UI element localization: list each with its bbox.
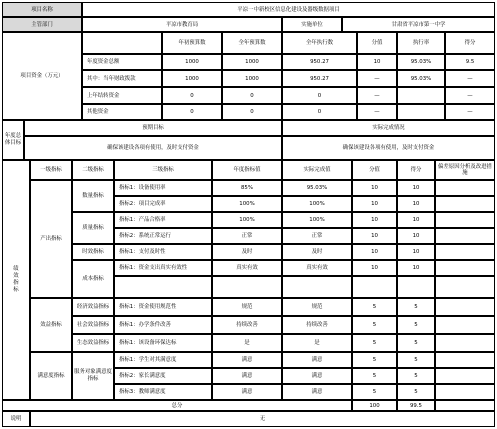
ind-score: 10 (352, 244, 397, 260)
ind-col-header: 实际完成值 (282, 160, 352, 180)
level2-quantity: 数量指标 (72, 180, 114, 212)
ind-score: 5 (352, 352, 397, 368)
ind-note (435, 316, 495, 334)
ind-name: 指标1：学生对其满意度 (114, 352, 212, 368)
ind-target: 是 (212, 334, 282, 352)
funds-value: 950.27 (282, 70, 357, 87)
ind-actual: 95.03% (282, 180, 352, 196)
ind-target: 正常 (212, 228, 282, 244)
ind-note (435, 334, 495, 352)
ind-target: 满意 (212, 368, 282, 384)
ind-col-header: 偏差原因分析及改进措施 (435, 160, 495, 180)
goals-expected-text: 确保该建设各项有使用，及时支付资金 (24, 136, 282, 160)
ind-target: 满意 (212, 352, 282, 368)
goals-expected-label: 预期目标 (24, 120, 282, 136)
funds-value: 0 (282, 104, 357, 120)
ind-score: 10 (352, 180, 397, 196)
ind-got: 5 (397, 316, 435, 334)
funds-col-header: 分值 (357, 32, 397, 54)
ind-col-header: 三级指标 (114, 160, 212, 180)
notes-text: 无 (30, 411, 495, 427)
ind-note (435, 244, 495, 260)
ind-blank (212, 276, 282, 298)
ind-got: 10 (397, 244, 435, 260)
funds-row-label: 其中：当年财政拨款 (82, 70, 162, 87)
funds-value: — (445, 70, 495, 87)
funds-value: 1000 (222, 70, 282, 87)
level2-economic: 经济效益指标 (72, 298, 114, 316)
level2-service-satisfaction: 服务对象满意度指标 (72, 352, 114, 400)
dept-label: 主管部门 (2, 17, 82, 32)
ind-blank (352, 276, 397, 298)
ind-got: 5 (397, 298, 435, 316)
ind-score: 10 (352, 212, 397, 228)
level1-satisfaction: 满意度指标 (30, 352, 72, 400)
level2-social: 社会效益指标 (72, 316, 114, 334)
ind-score: 5 (352, 316, 397, 334)
funds-col-header: 全年预算数 (222, 32, 282, 54)
level2-timeliness: 时效指标 (72, 244, 114, 260)
ind-col-header: 分值 (352, 160, 397, 180)
ind-actual: 及时 (282, 244, 352, 260)
ind-blank (397, 276, 435, 298)
ind-blank (435, 276, 495, 298)
ind-name: 指标1：资金使用规范性 (114, 298, 212, 316)
funds-value: 0 (162, 87, 222, 104)
funds-value: — (445, 87, 495, 104)
funds-value: 0 (222, 104, 282, 120)
funds-value: — (357, 104, 397, 120)
impl-name: 甘肃省平凉市第一中学 (342, 17, 495, 32)
ind-got: 5 (397, 352, 435, 368)
funds-col-header: 年初预算数 (162, 32, 222, 54)
funds-value: 10 (357, 54, 397, 70)
ind-score: 10 (352, 228, 397, 244)
funds-row-label: 年度资金总额 (82, 54, 162, 70)
funds-value: 950.27 (282, 54, 357, 70)
funds-value: 1000 (162, 54, 222, 70)
ind-col-header: 二级指标 (72, 160, 114, 180)
funds-value: 1000 (162, 70, 222, 87)
funds-value: — (357, 87, 397, 104)
ind-actual: 满意 (282, 384, 352, 400)
ind-actual: 正常 (282, 228, 352, 244)
ind-name: 指标2：项目完成率 (114, 196, 212, 212)
funds-value: 0 (222, 87, 282, 104)
funds-col-header: 得分 (445, 32, 495, 54)
ind-name: 指标1：产品合格率 (114, 212, 212, 228)
ind-blank (282, 276, 352, 298)
level2-quality: 质量指标 (72, 212, 114, 244)
funds-value: 0 (162, 104, 222, 120)
ind-blank (114, 276, 212, 298)
ind-got: 10 (397, 260, 435, 276)
ind-note (435, 298, 495, 316)
ind-target: 真实有效 (212, 260, 282, 276)
ind-target: 及时 (212, 244, 282, 260)
ind-target: 100% (212, 196, 282, 212)
funds-value (397, 104, 445, 120)
funds-value: 95.03% (397, 54, 445, 70)
level2-cost: 成本指标 (72, 260, 114, 298)
ind-got: 10 (397, 212, 435, 228)
total-got: 99.5 (397, 400, 435, 411)
ind-target: 85% (212, 180, 282, 196)
ind-name: 指标2：系统正常运行 (114, 228, 212, 244)
funds-value: 1000 (222, 54, 282, 70)
funds-section-label: 项目资金（万元） (2, 32, 82, 120)
ind-name: 指标2：家长满意度 (114, 368, 212, 384)
ind-score: 10 (352, 260, 397, 276)
funds-value: 95.03% (397, 70, 445, 87)
impl-label: 实施单位 (282, 17, 342, 32)
ind-actual: 持续改善 (282, 316, 352, 334)
ind-score: 5 (352, 334, 397, 352)
ind-col-header: 得分 (397, 160, 435, 180)
ind-score: 5 (352, 298, 397, 316)
notes-label: 说明 (2, 411, 30, 427)
performance-evaluation-table (2, 2, 495, 427)
funds-col-header: 执行率 (397, 32, 445, 54)
ind-name: 指标1：支付及时性 (114, 244, 212, 260)
ind-col-header: 一级指标 (30, 160, 72, 180)
funds-value: — (357, 70, 397, 87)
ind-name: 指标1：办学条件改善 (114, 316, 212, 334)
ind-name: 指标1：资金支出真实有效性 (114, 260, 212, 276)
project-name: 平凉一中新校区信息化建设及器级数据项目 (82, 2, 495, 17)
ind-actual: 真实有效 (282, 260, 352, 276)
ind-got: 5 (397, 368, 435, 384)
ind-name: 指标1：该设备环保达标 (114, 334, 212, 352)
ind-got: 10 (397, 196, 435, 212)
ind-score: 5 (352, 368, 397, 384)
ind-note (435, 180, 495, 196)
ind-note (435, 260, 495, 276)
ind-target: 持续改善 (212, 316, 282, 334)
ind-got: 5 (397, 384, 435, 400)
ind-target: 规范 (212, 298, 282, 316)
ind-target: 满意 (212, 384, 282, 400)
ind-score: 5 (352, 384, 397, 400)
funds-row-label: 上年结转资金 (82, 87, 162, 104)
total-score: 100 (352, 400, 397, 411)
level2-ecological: 生态效益指标 (72, 334, 114, 352)
goals-actual-text: 确保该建设各项有使用，及时支付资金 (282, 136, 495, 160)
funds-header-blank (82, 32, 162, 54)
ind-score: 10 (352, 196, 397, 212)
funds-col-header: 全年执行数 (282, 32, 357, 54)
ind-got: 5 (397, 334, 435, 352)
funds-value: 0 (282, 87, 357, 104)
ind-actual: 满意 (282, 352, 352, 368)
goals-section-label: 年度总体目标 (2, 120, 24, 160)
ind-note (435, 352, 495, 368)
ind-actual: 规范 (282, 298, 352, 316)
ind-col-header: 年度指标值 (212, 160, 282, 180)
ind-note (435, 196, 495, 212)
level1-benefit: 效益指标 (30, 298, 72, 352)
funds-value: 9.5 (445, 54, 495, 70)
ind-actual: 100% (282, 212, 352, 228)
total-label: 总分 (2, 400, 352, 411)
funds-row-label: 其他资金 (82, 104, 162, 120)
goals-actual-label: 实际完成情况 (282, 120, 495, 136)
total-note (435, 400, 495, 411)
ind-got: 10 (397, 228, 435, 244)
ind-actual: 满意 (282, 368, 352, 384)
indicators-section-label: 绩效指标 (2, 160, 30, 400)
ind-note (435, 212, 495, 228)
ind-got: 10 (397, 180, 435, 196)
level1-output: 产出指标 (30, 180, 72, 298)
ind-note (435, 228, 495, 244)
project-name-label: 项目名称 (2, 2, 82, 17)
ind-name: 指标3：教师满意度 (114, 384, 212, 400)
ind-target: 100% (212, 212, 282, 228)
ind-note (435, 368, 495, 384)
funds-value (397, 87, 445, 104)
funds-value: — (445, 104, 495, 120)
ind-name: 指标1：设备使用率 (114, 180, 212, 196)
dept-name: 平凉市教育局 (82, 17, 282, 32)
ind-note (435, 384, 495, 400)
ind-actual: 是 (282, 334, 352, 352)
ind-actual: 100% (282, 196, 352, 212)
